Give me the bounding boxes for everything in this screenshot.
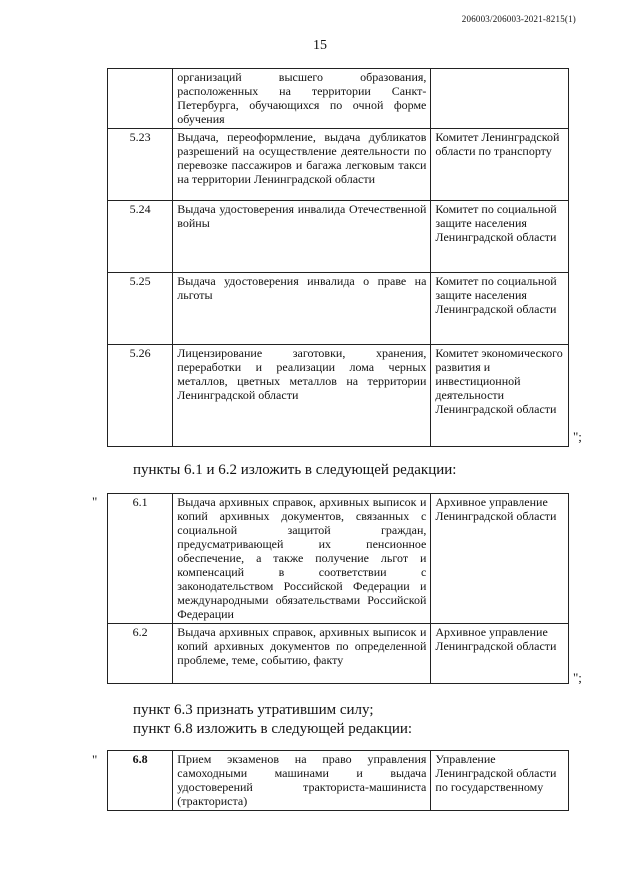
responsible-body [431,69,569,129]
document-id: 206003/206003-2021-8215(1) [461,14,576,24]
responsible-body: Комитет по социальной защите населения Ленинградской области [431,273,569,345]
table-row [108,345,569,447]
closing-quote: "; [573,670,582,685]
responsible-body: Архивное управление Ленинградской области [431,494,569,624]
service-description: организаций высшего образования, расположенных на территории Санкт-Петербурга, обучающихся по очной форме обучения [173,69,431,129]
amendment-text: пункты 6.1 и 6.2 изложить в следующей редакции: [133,462,457,478]
row-number [108,69,173,129]
service-description: Лицензирование заготовки, хранения, переработки и реализации лома черных металлов, цветных металлов на территории Ленинградской области [173,345,431,447]
responsible-body: Управление Ленинградской области по государственному [431,751,569,811]
responsible-body: Комитет по социальной защите населения Ленинградской области [431,201,569,273]
service-description: Выдача архивных справок, архивных выписок и копий архивных документов, связанных с социальной защитой граждан, предусматривающей их пенсионное обеспечение, а также получение льгот и компенсаций в соответствии с законодательством Российской Федерации и международными обязательствами Российской Федерации [173,494,431,624]
responsible-body: Комитет экономического развития и инвестиционной деятельности Ленинградской области [431,345,569,447]
table-row [108,201,569,273]
row-number: 5.23 [108,129,173,201]
opening-quote: " [92,494,98,509]
service-description: Выдача удостоверения инвалида о праве на льготы [173,273,431,345]
page-number: 15 [313,38,327,53]
closing-quote: "; [573,429,582,444]
table-row [108,624,569,684]
row-number: 6.1 [108,494,173,624]
amendment-text: пункт 6.3 признать утратившим силу; [133,702,374,718]
table-row [108,751,569,811]
services-table-5 [107,68,569,447]
row-number: 6.8 [108,751,173,811]
opening-quote: " [92,752,98,767]
table-row [108,69,569,129]
services-table-6 [107,493,569,684]
responsible-body: Комитет Ленинградской области по транспорту [431,129,569,201]
service-description: Прием экзаменов на право управления самоходными машинами и выдача удостоверений тракториста-машиниста (тракториста) [173,751,431,811]
service-description: Выдача архивных справок, архивных выписок и копий архивных документов по определенной проблеме, теме, событию, факту [173,624,431,684]
service-description: Выдача, переоформление, выдача дубликатов разрешений на осуществление деятельности по перевозке пассажиров и багажа легковым такси на территории Ленинградской области [173,129,431,201]
row-number: 5.25 [108,273,173,345]
responsible-body: Архивное управление Ленинградской области [431,624,569,684]
amendment-text: пункт 6.8 изложить в следующей редакции: [133,721,413,737]
table-row [108,129,569,201]
table-row [108,494,569,624]
table-row [108,273,569,345]
row-number: 5.24 [108,201,173,273]
row-number: 5.26 [108,345,173,447]
row-number: 6.2 [108,624,173,684]
service-description: Выдача удостоверения инвалида Отечественной войны [173,201,431,273]
services-table-6-8 [107,750,569,811]
